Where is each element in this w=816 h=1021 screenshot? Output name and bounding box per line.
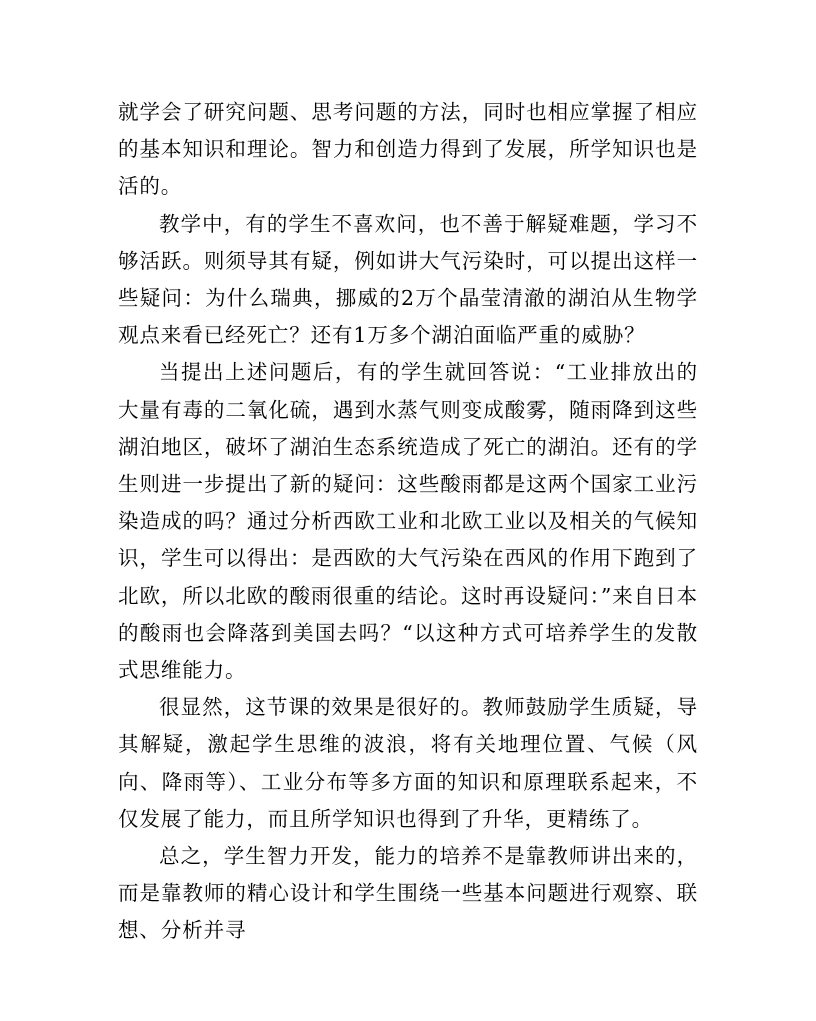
- paragraph-3: 当提出上述问题后，有的学生就回答说：“工业排放出的大量有毒的二氧化硫，遇到水蒸气则变成酸雾，随雨降到这些湖泊地区，破坏了湖泊生态系统造成了死亡的湖泊。还有的学生则进一步提出了新的疑问：这些酸雨都是这两个国家工业污染造成的吗？通过分析西欧工业和北欧工业以及相关的气候知识，学生可以得出：是西欧的大气污染在西风的作用下跑到了北欧，所以北欧的酸雨很重的结论。这时再设疑问：”来自日本的酸雨也会降落到美国去吗？“以这种方式可培养学生的发散式思维能力。: [118, 360, 698, 683]
- paragraph-1: 就学会了研究问题、思考问题的方法，同时也相应掌握了相应的基本知识和理论。智力和创造力得到了发展，所学知识也是活的。: [118, 100, 698, 199]
- paragraph-2: 教学中，有的学生不喜欢问，也不善于解疑难题，学习不够活跃。则须导其有疑，例如讲大气污染时，可以提出这样一些疑问：为什么瑞典，挪威的2万个晶莹清澈的湖泊从生物学观点来看已经死亡？还有1万多个湖泊面临严重的威胁？: [118, 211, 698, 348]
- paragraph-5: 总之，学生智力开发，能力的培养不是靠教师讲出来的，而是靠教师的精心设计和学生围绕一些基本问题进行观察、联想、分析并寻: [118, 844, 698, 943]
- paragraph-4: 很显然，这节课的效果是很好的。教师鼓励学生质疑，导其解疑，激起学生思维的波浪，将有关地理位置、气候（风向、降雨等）、工业分布等多方面的知识和原理联系起来，不仅发展了能力，而且所学知识也得到了升华，更精练了。: [118, 695, 698, 831]
